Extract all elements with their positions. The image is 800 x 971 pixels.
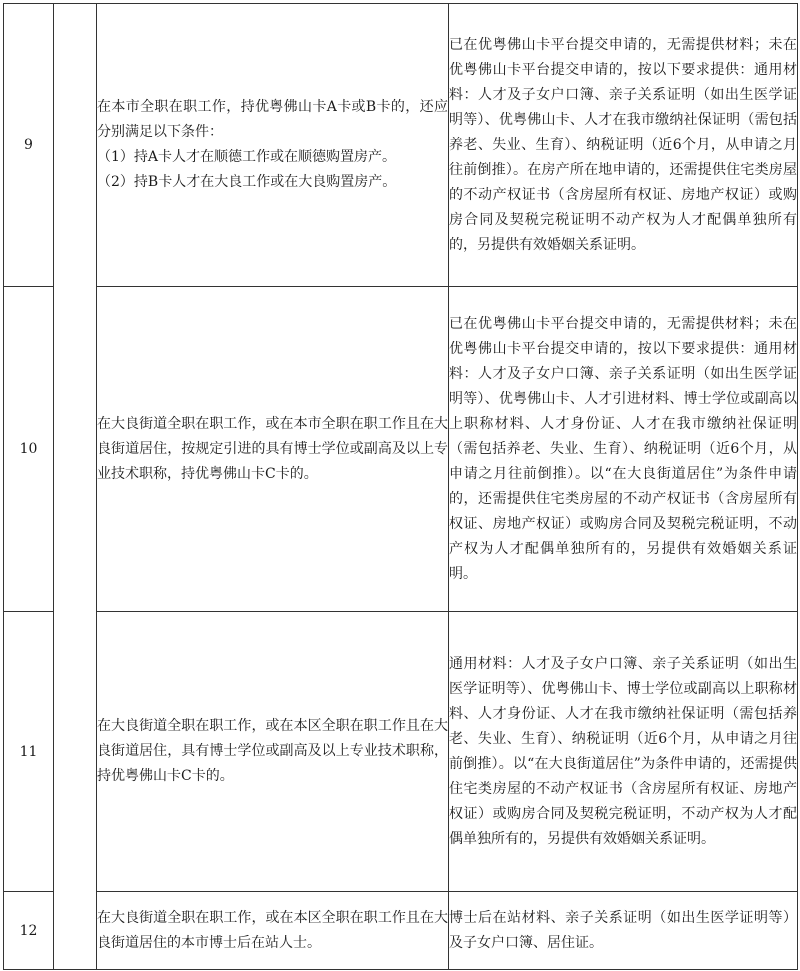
condition-text: （2）持B卡人才在大良工作或在大良购置房产。 — [97, 174, 397, 190]
row-number: 9 — [4, 4, 54, 287]
merged-category-cell — [54, 4, 97, 970]
condition-text: 在大良街道全职在职工作，或在本区全职在职工作且在大良街道居住，具有博士学位或副高及以上专业技术职称，持优粤佛山卡C卡的。 — [97, 718, 448, 784]
eligibility-table — [3, 3, 798, 970]
condition-text: （1）持A卡人才在顺德工作或在顺德购置房产。 — [97, 149, 397, 165]
row-number: 11 — [4, 612, 54, 892]
table-row — [4, 287, 798, 612]
condition-text: 在大良街道全职在职工作，或在本市全职在职工作且在大良街道居住，按规定引进的具有博士学位或副高及以上专业技术职称，持优粤佛山卡C卡的。 — [97, 415, 448, 482]
materials-cell: 已在优粤佛山卡平台提交申请的，无需提供材料；未在优粤佛山卡平台提交申请的，按以下要求提供：通用材料：人才及子女户口簿、亲子关系证明（如出生医学证明等）、优粤佛山卡、人才在我市缴纳社保证明（需包括养老、失业、生育）、纳税证明（近6个月，从申请之月往前倒推）。在房产所在地申请的，还需提供住宅类房屋的不动产权证书（含房屋所有权证、房地产权证）或购房合同及契税完税证明不动产权为人才配偶单独所有的，另提供有效婚姻关系证明。 — [449, 4, 798, 287]
condition-cell — [97, 612, 449, 892]
table-row — [4, 612, 798, 892]
condition-cell — [97, 287, 449, 612]
table-row — [4, 892, 798, 970]
table-row — [4, 4, 798, 287]
condition-text: 在大良街道全职在职工作，或在本区全职在职工作且在大良街道居住的本市博士后在站人士。 — [97, 909, 448, 951]
materials-cell: 已在优粤佛山卡平台提交申请的，无需提供材料；未在优粤佛山卡平台提交申请的，按以下要求提供：通用材料：人才及子女户口簿、亲子关系证明（如出生医学证明等）、优粤佛山卡、人才引进材料、博士学位或副高以上职称材料、人才身份证、人才在我市缴纳社保证明（需包括养老、失业、生育）、纳税证明（近6个月，从申请之月往前倒推）。以“在大良街道居住”为条件申请的，还需提供住宅类房屋的不动产权证书（含房屋所有权证、房地产权证）或购房合同及契税完税证明，不动产权为人才配偶单独所有的，另提供有效婚姻关系证明。 — [449, 287, 798, 612]
condition-text: 在本市全职在职工作，持优粤佛山卡A卡或B卡的，还应分别满足以下条件： — [97, 99, 448, 140]
row-number: 10 — [4, 287, 54, 612]
condition-cell — [97, 4, 449, 287]
condition-cell — [97, 892, 449, 970]
materials-cell: 通用材料：人才及子女户口簿、亲子关系证明（如出生医学证明等）、优粤佛山卡、博士学位或副高以上职称材料、人才身份证、人才在我市缴纳社保证明（需包括养老、失业、生育）、纳税证明（近6个月，从申请之月往前倒推）。以“在大良街道居住”为条件申请的，还需提供住宅类房屋的不动产权证书（含房屋所有权证、房地产权证）或购房合同及契税完税证明，不动产权为人才配偶单独所有的，另提供有效婚姻关系证明。 — [449, 612, 798, 892]
materials-cell: 博士后在站材料、亲子关系证明（如出生医学证明等）及子女户口簿、居住证。 — [449, 892, 798, 970]
row-number: 12 — [4, 892, 54, 970]
